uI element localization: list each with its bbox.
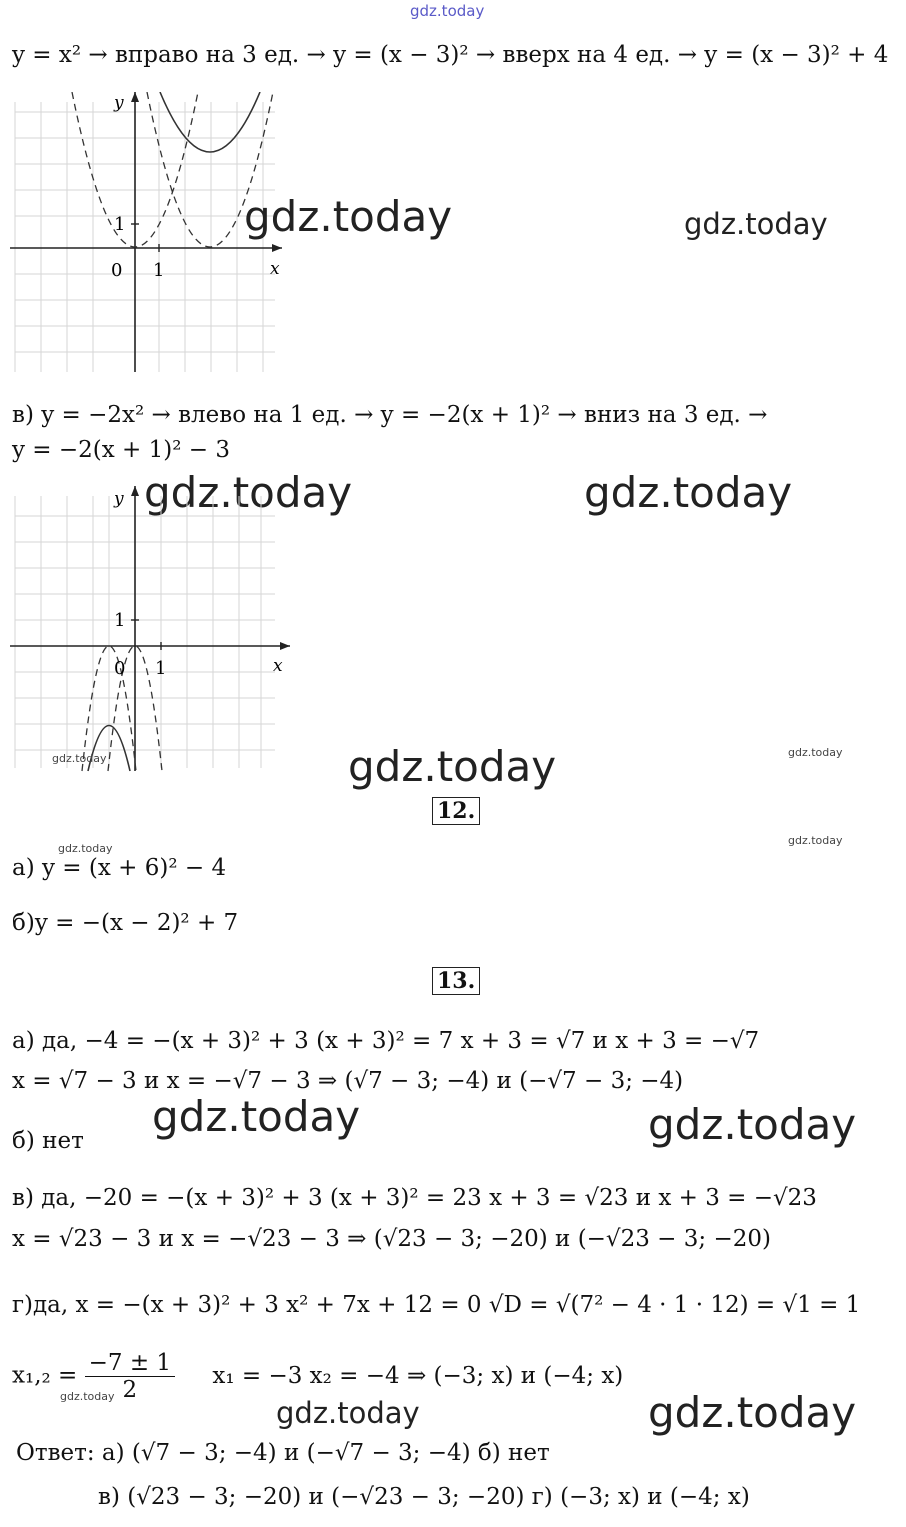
graph1-one-x: 1 — [153, 260, 165, 281]
part-b-line: y = x² → вправо на 3 ед. → y = (x − 3)² → вверх на 4 ед. → y = (x − 3)² + 4 — [12, 42, 889, 68]
watermark-top: gdz.today — [410, 2, 485, 20]
watermark: gdz.today — [348, 742, 557, 791]
watermark: gdz.today — [788, 746, 843, 759]
answer-line-2: в) (√23 − 3; −20) и (−√23 − 3; −20) г) (−3; x) и (−4; x) — [98, 1484, 750, 1510]
graph-2 — [10, 486, 295, 776]
task-12-number: 12. — [432, 797, 480, 825]
graph2-one-x: 1 — [155, 658, 167, 679]
task-13-number: 13. — [432, 967, 480, 995]
parabola-final — [160, 92, 260, 152]
graph1-origin: 0 — [111, 260, 123, 281]
watermark: gdz.today — [244, 192, 453, 241]
watermark: gdz.today — [52, 752, 107, 765]
graph1-x-label: x — [270, 259, 280, 279]
graph2-y-label: y — [114, 489, 124, 509]
fraction-denominator: 2 — [122, 1377, 138, 1403]
task-12-a: а) y = (x + 6)² − 4 — [12, 855, 227, 881]
roots-text: x₁ = −3 x₂ = −4 ⇒ (−3; x) и (−4; x) — [212, 1362, 624, 1389]
task-13-v-line-1: в) да, −20 = −(x + 3)² + 3 (x + 3)² = 23 x + 3 = √23 и x + 3 = −√23 — [12, 1185, 817, 1211]
task-13-a-line-2: x = √7 − 3 и x = −√7 − 3 ⇒ (√7 − 3; −4) и (−√7 − 3; −4) — [12, 1068, 684, 1094]
watermark: gdz.today — [60, 1390, 115, 1403]
watermark: gdz.today — [584, 468, 793, 517]
x12-lhs: x₁,₂ = — [12, 1362, 78, 1389]
task-13-v-line-2: x = √23 − 3 и x = −√23 − 3 ⇒ (√23 − 3; −20) и (−√23 − 3; −20) — [12, 1226, 771, 1252]
fraction-numerator: −7 ± 1 — [85, 1350, 175, 1377]
task-13-g-line-1: г)да, x = −(x + 3)² + 3 x² + 7x + 12 = 0 √D = √(7² − 4 · 1 · 12) = √1 = 1 — [12, 1292, 861, 1318]
part-v-line-1: в) y = −2x² → влево на 1 ед. → y = −2(x + 1)² → вниз на 3 ед. → — [12, 402, 768, 428]
watermark: gdz.today — [58, 842, 113, 855]
graph2-origin: 0 — [114, 658, 126, 679]
watermark: gdz.today — [152, 1092, 361, 1141]
watermark: gdz.today — [648, 1388, 857, 1437]
graph1-one-y: 1 — [114, 214, 126, 235]
task-12-b: б)y = −(x − 2)² + 7 — [12, 910, 239, 936]
graph1-y-label: y — [114, 93, 124, 113]
watermark: gdz.today — [684, 207, 828, 241]
graph2-x-label: x — [273, 656, 283, 676]
watermark: gdz.today — [276, 1396, 420, 1430]
answer-line-1: Ответ: а) (√7 − 3; −4) и (−√7 − 3; −4) б) нет — [16, 1440, 550, 1466]
task-13-b: б) нет — [12, 1128, 84, 1154]
graph2-one-y: 1 — [114, 610, 126, 631]
watermark: gdz.today — [144, 468, 353, 517]
watermark: gdz.today — [788, 834, 843, 847]
watermark: gdz.today — [648, 1100, 857, 1149]
task-13-a-line-1: а) да, −4 = −(x + 3)² + 3 (x + 3)² = 7 x + 3 = √7 и x + 3 = −√7 — [12, 1028, 760, 1054]
part-v-line-2: y = −2(x + 1)² − 3 — [12, 437, 230, 463]
